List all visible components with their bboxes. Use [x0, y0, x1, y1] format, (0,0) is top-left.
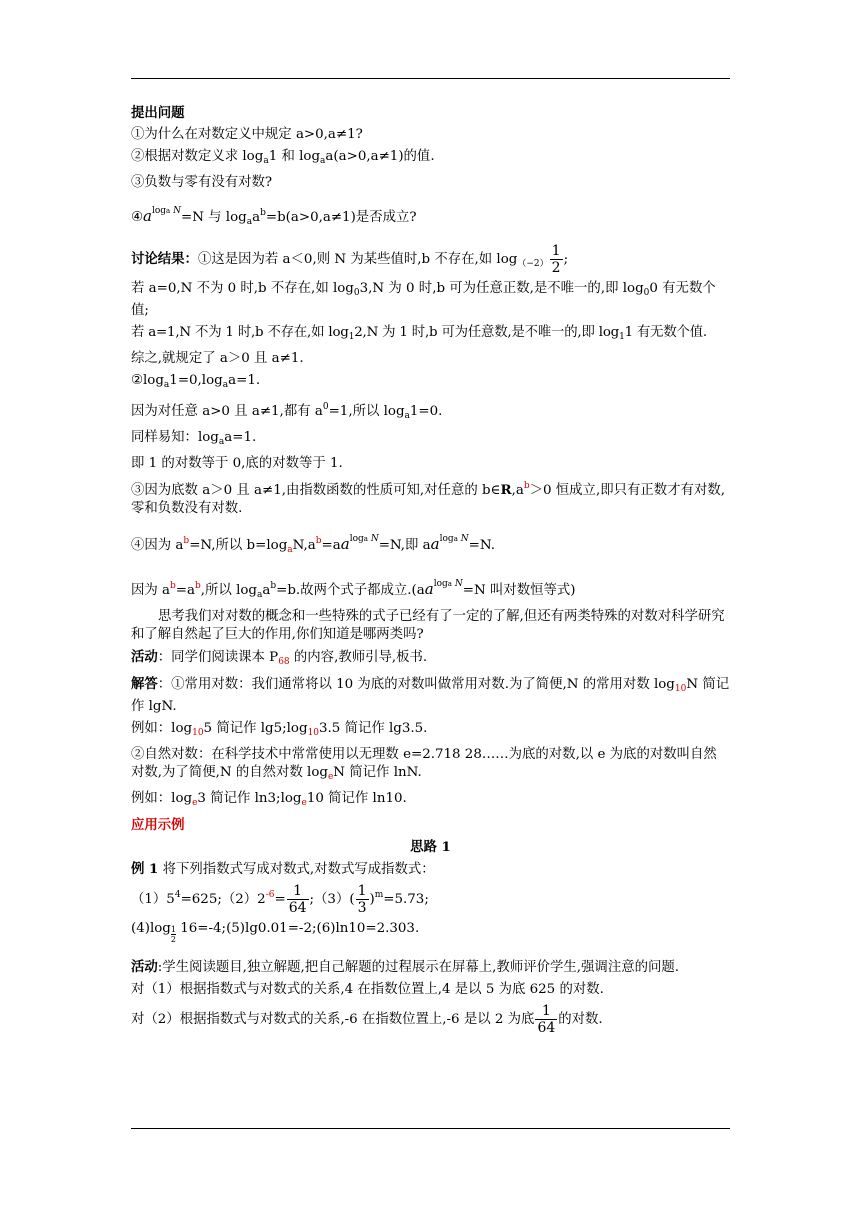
- natural-log: ②自然对数：在科学技术中常常使用以无理数 e=2.718 28……为底的对数,以 e 为底的对数叫自然对数,为了简便,N 的自然对数 $\log_eN$ 简记作 lnN.: [131, 747, 717, 782]
- summary-line: 综之,就规定了 a＞0 且 a≠1.: [131, 351, 304, 366]
- document-body: [131, 104, 730, 1040]
- fraction-1-2-subscript: $\frac{1}{2}$: [170, 925, 176, 944]
- example-1-prompt: 例 1 将下列指数式写成对数式,对数式写成指数式：: [131, 861, 435, 877]
- discussion-result: 讨论结果：①这是因为若 a＜0,则 N 为某些值时,b 不存在,如 $\log_{(-2)}$ $\frac{1}{2}$ ;: [131, 243, 569, 276]
- solution-common-log: 解答：①常用对数：我们通常将以 10 为底的对数叫做常用对数.为了简便,N 的常用对数 $\log_{10}N$ 简记作 lgN.: [131, 676, 730, 714]
- question-3: ③负数与零有没有对数?: [131, 175, 273, 190]
- answer-4: ④因为 $a^b=N$,所以 $b=\log_aN,a^b=aa^{loga N}=N$,即 $aa^{loga N}=N$.: [131, 534, 495, 555]
- fraction-1-3: $\frac{1}{3}$: [357, 883, 367, 916]
- answer-4-continued: 因为 $a^b=a^b$,所以 $\log_aa^b=b$.故两个式子都成立$.(aa^{loga N}=N$ 叫对数恒等式): [131, 579, 576, 600]
- case-a-zero: 若 a=0,N 不为 0 时,b 不存在,如 $\log_03,N$ 为 0 时,b 可为任意正数,是不唯一的,即 $\log_00$ 有无数个值;: [131, 281, 716, 318]
- think-paragraph: 思考我们对对数的概念和一些特殊的式子已经有了一定的了解,但还有两类特殊的对数对科学研究和了解自然起了巨大的作用,你们知道是哪两类吗?: [131, 609, 725, 642]
- similarly-line: 同样易知：$\log_aa=1$.: [131, 430, 257, 447]
- answer-3: ③因为底数 a＞0 且 a≠1,由指数函数的性质可知,对任意的 $b\in R,a^b>0$ 恒成立,即只有正数才有对数,零和负数没有对数.: [131, 481, 725, 516]
- case-a-one: 若 a=1,N 不为 1 时,b 不存在,如 $\log_12,N$ 为 1 时,b 可为任意数,是不唯一的,即 $\log_11$ 有无数个值.: [131, 325, 707, 342]
- section-heading-application: 应用示例: [131, 817, 185, 833]
- fraction-1-64-b: $\frac{1}{64}$: [537, 1003, 556, 1036]
- question-1: ①为什么在对数定义中规定 a>0,a≠1?: [131, 127, 363, 142]
- activity-1: 活动：同学们阅读课本 $P_{68}$ 的内容,教师引导,板书.: [131, 649, 428, 667]
- example-1-items-a: $(1)5^4=625;(2)2^{-6}=$ $\frac{1}{64}$ ;（3）( $\frac{1}{3}$ )$^m$=5.73;: [131, 883, 429, 916]
- example-1-items-b: (4)log $\frac{1}{2}$ 16=-4;(5)lg0.01=-2;(6)ln10=2.303.: [131, 921, 420, 944]
- question-4: $④a^{loga N}=N$ 与 $\log_aa^b=b(a>0,a\ne 1)$是否成立?: [131, 206, 417, 227]
- activity-2: 活动:学生阅读题目,独立解题,把自己解题的过程展示在屏幕上,教师评价学生,强调注意的问题.: [131, 959, 680, 975]
- header-rule: [131, 78, 730, 79]
- example-natural-log: 例如：$\log_e3$ 简记作 $\ln 3;\log_e10$ 简记作 ln10.: [131, 791, 407, 808]
- footer-rule: [131, 1128, 730, 1129]
- solution-item-1: 对（1）根据指数式与对数式的关系,4 在指数位置上,4 是以 5 为底 625 的对数.: [131, 982, 604, 997]
- idea-heading: 思路 1: [410, 839, 451, 855]
- section-heading-questions: 提出问题: [131, 105, 185, 121]
- conclusion-line: 即 1 的对数等于 0,底的对数等于 1.: [131, 456, 343, 471]
- question-2: ②根据对数定义求 $\log_a1$ 和 $\log_aa(a>0,a\ne 1)$的值.: [131, 149, 435, 166]
- because-line: 因为对任意 a>0 且 a≠1,都有 $a^0=1$,所以 $\log_a1=0$.: [131, 402, 443, 421]
- solution-item-2: 对（2）根据指数式与对数式的关系,-6 在指数位置上,-6 是以 2 为底 $\frac{1}{64}$ 的对数.: [131, 1003, 603, 1036]
- fraction-1-64: $\frac{1}{64}$: [288, 883, 307, 916]
- fraction-one-half: $\frac{1}{2}$: [551, 243, 561, 276]
- example-common-log: 例如：$\log_{10}5$ 简记作 $\lg 5;\log_{10}3.5$ 简记作 lg3.5.: [131, 721, 428, 738]
- answer-2: $②\log_a1=0,\log_aa=1$.: [131, 373, 261, 390]
